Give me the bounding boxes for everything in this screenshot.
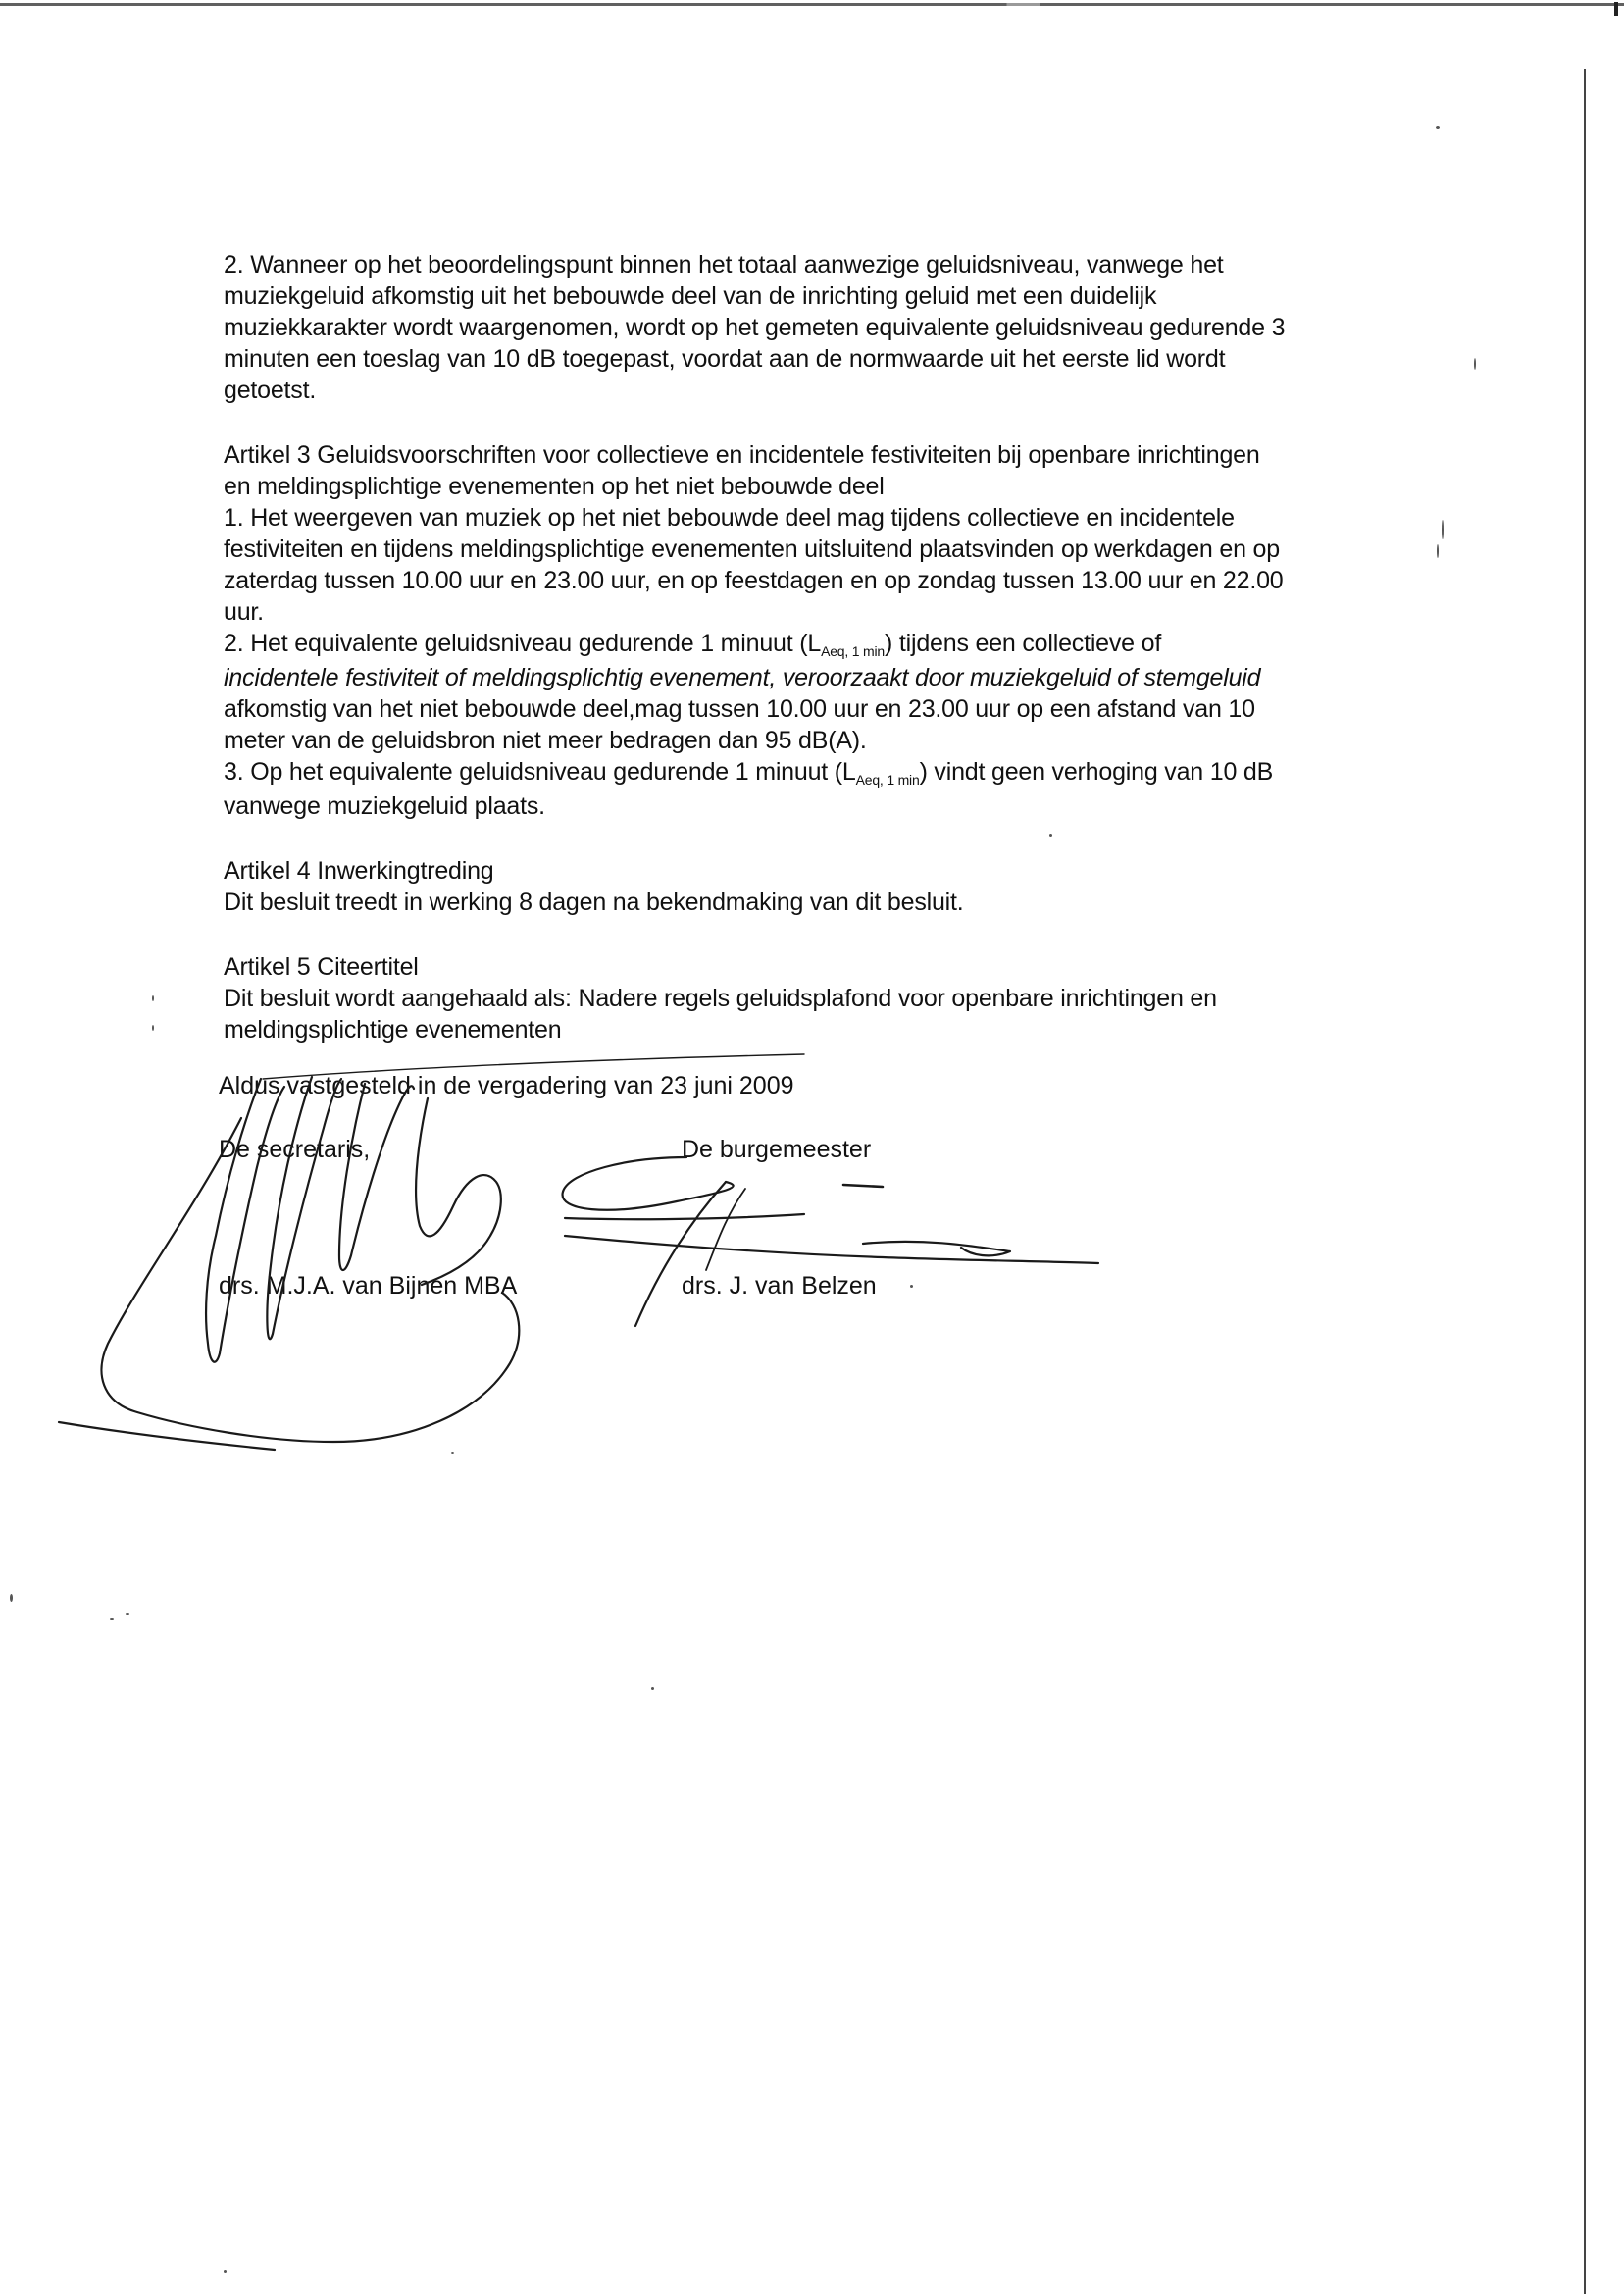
- text-line: getoetst.: [224, 377, 317, 404]
- scan-mark: [1614, 2, 1618, 16]
- scan-speck: [451, 1452, 454, 1454]
- article3: [224, 439, 1440, 822]
- document-body: [224, 249, 1440, 1045]
- scan-speck: [1442, 520, 1444, 539]
- text-line: Dit besluit wordt aangehaald als: Nadere regels geluidsplafond voor openbare inrichtingen en: [224, 985, 1217, 1012]
- scan-edge-top: [0, 3, 1624, 6]
- article3-heading: en meldingsplichtige evenementen op het niet bebouwde deel: [224, 473, 885, 500]
- adoption-statement: Aldus vastgesteld in de vergadering van 23 juni 2009: [219, 1072, 794, 1099]
- scan-speck: [910, 1285, 913, 1288]
- text-line: festiviteiten en tijdens meldingsplichtige evenementen uitsluitend plaatsvinden op werkdagen en op: [224, 535, 1280, 563]
- article5: [224, 951, 1440, 1045]
- subscript: Aeq, 1 min: [855, 772, 920, 788]
- text-fragment: 2. Het equivalente geluidsniveau gedurende 1 minuut (L: [224, 630, 822, 657]
- scan-speck: [1436, 126, 1440, 129]
- text-line: muziekkarakter wordt waargenomen, wordt op het gemeten equivalente geluidsniveau gedurende 3: [224, 314, 1286, 341]
- secretary-title: De secretaris,: [219, 1136, 371, 1163]
- text-line: uur.: [224, 598, 264, 626]
- text-line: afkomstig van het niet bebouwde deel,mag tussen 10.00 uur en 23.00 uur op een afstand van 10: [224, 695, 1255, 723]
- scan-speck: [152, 1025, 154, 1031]
- article3-heading: Artikel 3 Geluidsvoorschriften voor collectieve en incidentele festiviteiten bij openbare inrichtingen: [224, 441, 1260, 469]
- article4-heading: Artikel 4 Inwerkingtreding: [224, 857, 494, 885]
- subscript: Aeq, 1 min: [821, 643, 886, 659]
- scan-speck: [126, 1613, 129, 1615]
- text-line: [224, 628, 1440, 662]
- text-line: Dit besluit treedt in werking 8 dagen na bekendmaking van dit besluit.: [224, 889, 964, 916]
- text-line: 2. Wanneer op het beoordelingspunt binnen het totaal aanwezige geluidsniveau, vanwege het: [224, 251, 1224, 279]
- text-line: meldingsplichtige evenementen: [224, 1016, 562, 1044]
- scan-speck: [1474, 358, 1476, 370]
- mayor-name: drs. J. van Belzen: [682, 1272, 877, 1300]
- text-fragment: 3. Op het equivalente geluidsniveau gedurende 1 minuut (L: [224, 758, 856, 786]
- scan-speck: [10, 1594, 13, 1602]
- text-line: [224, 756, 1440, 790]
- text-line: 1. Het weergeven van muziek op het niet bebouwde deel mag tijdens collectieve en incidentele: [224, 504, 1235, 532]
- scan-speck: [651, 1687, 654, 1690]
- article5-heading: Artikel 5 Citeertitel: [224, 953, 419, 981]
- text-line: muziekgeluid afkomstig uit het bebouwde deel van de inrichting geluid met een duidelijk: [224, 282, 1157, 310]
- article2-item2: [224, 249, 1440, 406]
- article4: [224, 855, 1440, 918]
- signing-block: [219, 1070, 1101, 1325]
- text-fragment: ) vindt geen verhoging van 10 dB: [919, 758, 1274, 786]
- secretary-name: drs. M.J.A. van Bijnen MBA: [219, 1272, 518, 1300]
- scan-speck: [224, 2270, 227, 2273]
- scan-edge-right: [1584, 69, 1586, 2294]
- text-line: zaterdag tussen 10.00 uur en 23.00 uur, en op feestdagen en op zondag tussen 13.00 uur en 22.00: [224, 567, 1284, 594]
- scan-speck: [1437, 544, 1439, 558]
- scan-speck: [152, 995, 154, 1001]
- scan-speck: [1049, 834, 1052, 837]
- text-line: meter van de geluidsbron niet meer bedragen dan 95 dB(A).: [224, 727, 867, 754]
- scan-speck: [110, 1618, 114, 1620]
- text-fragment: ) tijdens een collectieve of: [885, 630, 1162, 657]
- mayor-title: De burgemeester: [682, 1136, 872, 1163]
- text-line: incidentele festiviteit of meldingsplichtig evenement, veroorzaakt door muziekgeluid of stemgeluid: [224, 664, 1261, 691]
- text-line: minuten een toeslag van 10 dB toegepast, voordat aan de normwaarde uit het eerste lid wordt: [224, 345, 1226, 373]
- text-line: vanwege muziekgeluid plaats.: [224, 792, 545, 820]
